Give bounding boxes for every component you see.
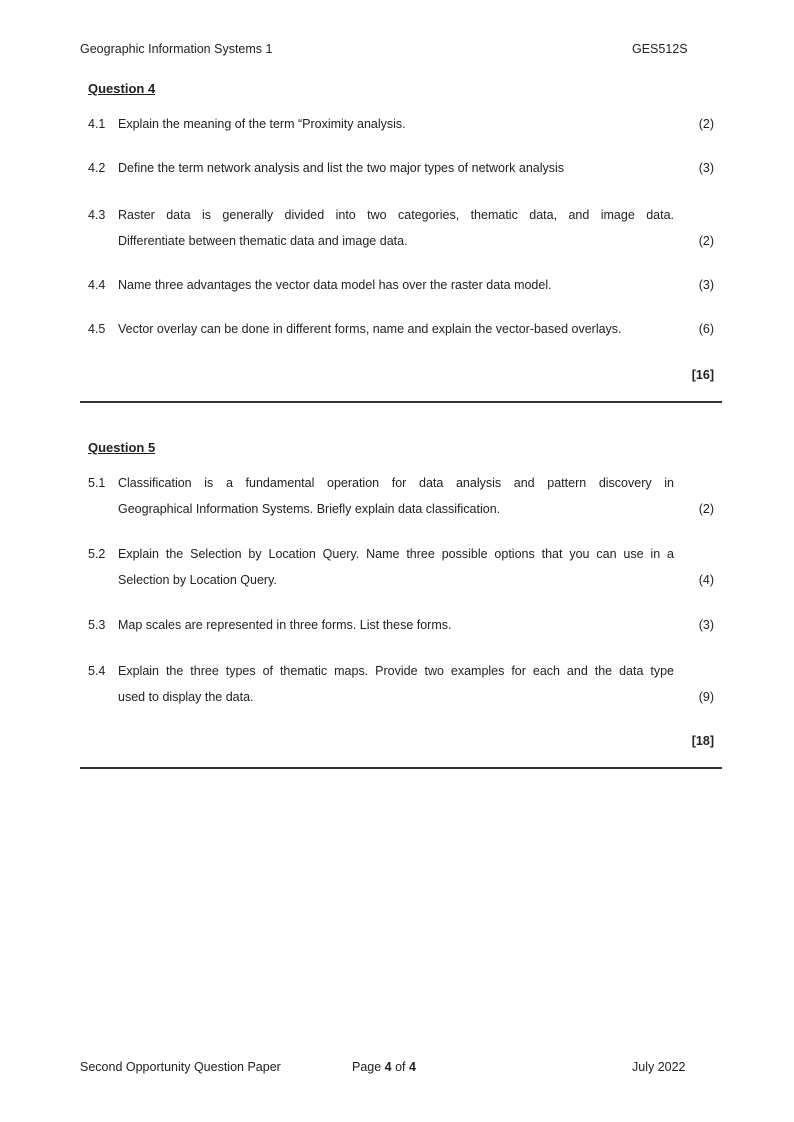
item-number: 4.5 [88,322,106,336]
item-text [118,272,678,298]
item-number: 5.3 [88,618,106,632]
item-marks: (6) [698,322,714,336]
item-text-line: Explain the Selection by Location Query. Name three possible options that you can use in a [118,547,674,561]
question-4-title: Question 4 [88,81,156,96]
page-of: of [391,1060,409,1074]
item-marks: (2) [698,117,714,131]
item-text [118,202,674,254]
page-current: 4 [384,1060,392,1074]
item-text-line: used to display the data. [118,690,254,704]
item-number: 4.1 [88,117,106,131]
item-text-line: Raster data is generally divided into two categories, thematic data, and image data. [118,208,674,222]
footer-paper-type: Second Opportunity Question Paper [80,1060,281,1074]
item-number: 5.1 [88,476,106,490]
item-number: 5.2 [88,547,106,561]
question-5-total: [18] [691,734,714,748]
item-marks: (3) [698,278,714,292]
item-text [118,658,674,710]
item-number: 4.3 [88,208,106,222]
page-prefix: Page [352,1060,385,1074]
item-text-line: Explain the three types of thematic maps. Provide two examples for each and the data type [118,664,674,678]
item-text [118,470,674,522]
item-text [118,612,678,638]
item-text-line: Explain the meaning of the term “Proximity analysis. [118,117,406,131]
page-total: 4 [409,1060,416,1074]
item-text-line: Map scales are represented in three forms. List these forms. [118,618,452,632]
section-divider [80,401,722,403]
item-text-line: Differentiate between thematic data and image data. [118,234,408,248]
item-marks: (2) [698,502,714,516]
question-4-total: [16] [691,368,714,382]
item-text [118,316,678,342]
item-text-line: Selection by Location Query. [118,573,277,587]
item-text-line: Define the term network analysis and list the two major types of network analysis [118,161,565,175]
item-number: 4.2 [88,161,106,175]
item-text [118,541,674,593]
item-number: 4.4 [88,278,106,292]
item-marks: (2) [698,234,714,248]
item-text-line: Classification is a fundamental operation for data analysis and pattern discovery in [118,476,674,490]
item-text [118,111,678,137]
item-text-line: Vector overlay can be done in different forms, name and explain the vector-based overlays. [118,322,622,336]
item-marks: (3) [698,161,714,175]
item-text-line: Name three advantages the vector data model has over the raster data model. [118,278,552,292]
item-marks: (9) [698,690,714,704]
item-text-line: Geographical Information Systems. Briefly explain data classification. [118,502,501,516]
section-divider [80,767,722,769]
item-marks: (3) [698,618,714,632]
item-number: 5.4 [88,664,106,678]
course-title: Geographic Information Systems 1 [80,42,273,56]
item-text [118,155,678,181]
item-marks: (4) [698,573,714,587]
question-5-title: Question 5 [88,440,156,455]
footer-page-number [352,1060,416,1074]
course-code: GES512S [632,42,688,56]
footer-date: July 2022 [632,1060,686,1074]
